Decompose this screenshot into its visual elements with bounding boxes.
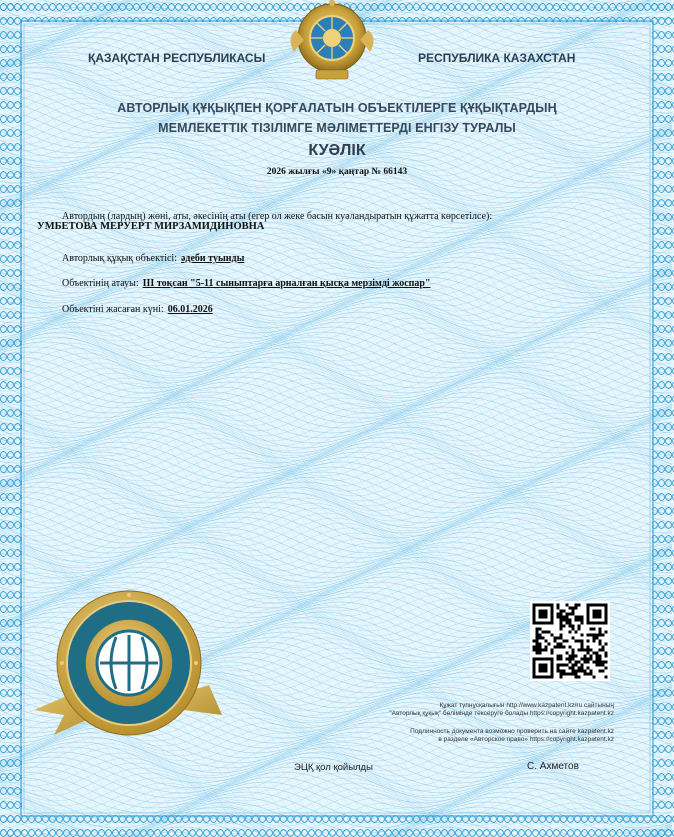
verification-text-ru [314, 728, 614, 743]
verification-kz-line1: Құжат түпнұсқалығын http://www.kazpatent.kz/ru сайтының [439, 702, 614, 709]
verification-ru-line1: Подлинность документа возможно проверить на сайте kazpatent.kz [410, 728, 614, 735]
object-name-label: Объектінің атауы: [62, 278, 139, 289]
header-country-kz: ҚАЗАҚСТАН РЕСПУБЛИКАСЫ [88, 51, 266, 65]
qr-code[interactable] [530, 601, 610, 681]
object-name-value: ІІІ тоқсан "5-11 сыныптарға арналған қысқа мерзімді жоспар" [142, 278, 431, 289]
creation-date-row [62, 299, 213, 317]
author-name: УМБЕТОВА МЕРУЕРТ МИРЗАМИДИНОВНА [37, 221, 265, 232]
creation-date-value: 06.01.2026 [167, 304, 213, 315]
verification-text-kz [314, 702, 614, 717]
kazakhstan-emblem-icon [282, 0, 382, 82]
certificate-date-number: 2026 жылғы «9» қаңтар № 66143 [266, 167, 408, 177]
object-type-row [62, 248, 244, 266]
creation-date-label: Объектіні жасаған күні: [62, 304, 164, 315]
author-label: Автордың (лардың) жөні, аты, әкесінің аты (егер ол жеке басын куәландыратын құжатта көрсетілсе): [62, 211, 493, 222]
institute-seal-icon [34, 585, 224, 745]
document-title-line2: МЕМЛЕКЕТТІК ТІЗІЛІМГЕ МӘЛІМЕТТЕРДІ ЕНГІЗУ ТУРАЛЫ [158, 121, 516, 135]
signature-label: ЭЦҚ қол қойылды [294, 762, 373, 773]
object-name-row [62, 273, 431, 291]
signatory-name: С. Ахметов [527, 761, 579, 772]
qr-code-icon [530, 601, 610, 681]
object-type-value: әдеби туынды [180, 253, 245, 264]
object-type-label: Авторлық құқық объектісі: [62, 253, 177, 264]
certificate-heading: КУӘЛІК [308, 142, 366, 159]
verification-kz-line2: "Авторлық құқық" бөлімінде тексеруге болады https://copyright.kazpatent.kz [389, 709, 614, 717]
verification-ru-line2: в разделе «Авторское право» https://copyright.kazpatent.kz [438, 735, 614, 743]
header-country-ru: РЕСПУБЛИКА КАЗАХСТАН [418, 51, 576, 65]
document-title-line1: АВТОРЛЫҚ ҚҰҚЫҚПЕН ҚОРҒАЛАТЫН ОБЪЕКТІЛЕРГЕ ҚҰҚЫҚТАРДЫҢ [117, 101, 557, 115]
